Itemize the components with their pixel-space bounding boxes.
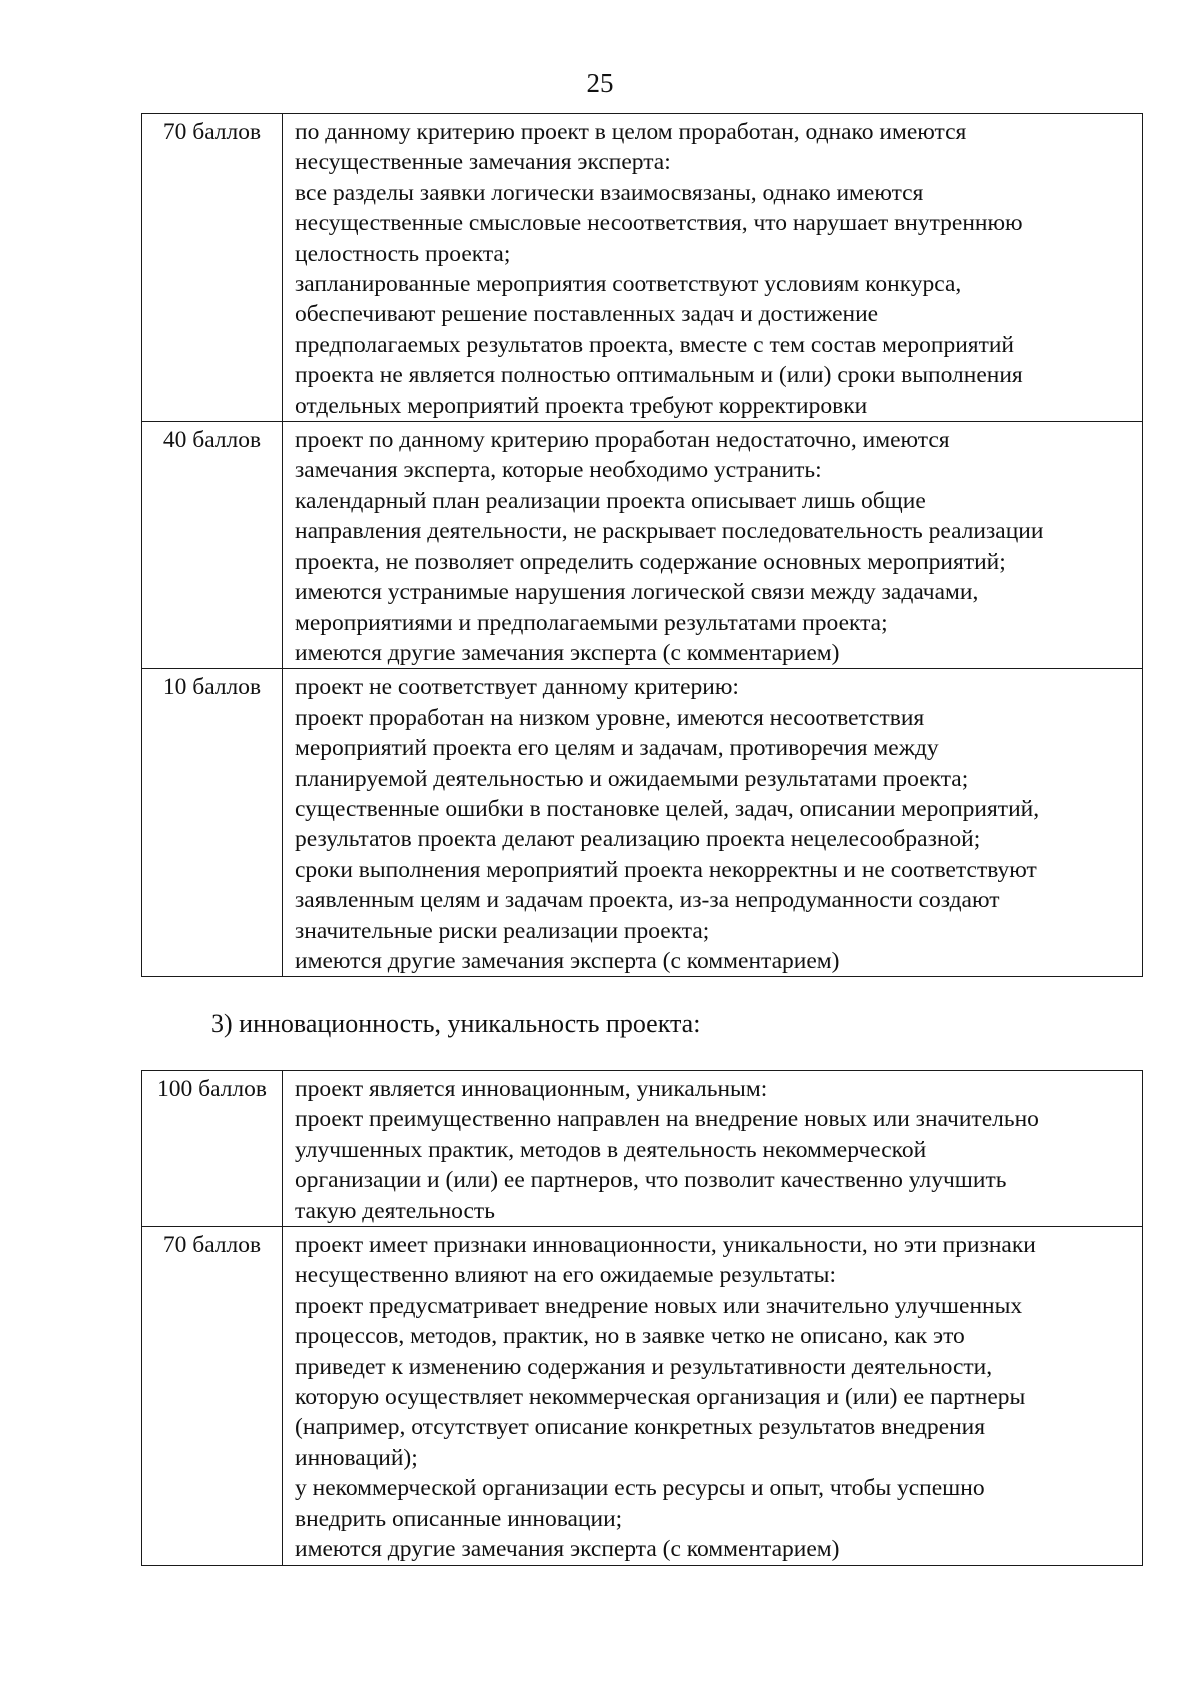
description-line: существенные ошибки в постановке целей, задач, описании мероприятий, [295, 795, 1040, 822]
description-line: проекта, не позволяет определить содержание основных мероприятий; [295, 548, 1006, 575]
description-line: приведет к изменению содержания и результативности деятельности, [295, 1353, 993, 1380]
description-line: организации и (или) ее партнеров, что позволит качественно улучшить [295, 1167, 1007, 1194]
criteria-row [142, 669, 1143, 977]
criteria-row [142, 422, 1143, 669]
description-line: по данному критерию проект в целом проработан, однако имеются [295, 119, 967, 145]
section-heading-innovation: 3) инновационность, уникальность проекта: [211, 1009, 701, 1038]
description-line: несущественно влияют на его ожидаемые результаты: [295, 1262, 836, 1289]
description-line: проект по данному критерию проработан недостаточно, имеются [295, 427, 950, 454]
description-cell [283, 422, 1143, 669]
description-line: заявленным целям и задачам проекта, из-за непродуманности создают [295, 887, 1000, 914]
criteria-table-body [142, 114, 1143, 977]
description-line: предполагаемых результатов проекта, вместе с тем состав мероприятий [295, 331, 1015, 358]
description-line: имеются устранимые нарушения логической связи между задачами, [295, 579, 979, 606]
criteria-row [142, 1227, 1143, 1565]
description-line: сроки выполнения мероприятий проекта некорректны и не соответствуют [295, 856, 1037, 883]
description-line: проект преимущественно направлен на внедрение новых или значительно [295, 1106, 1039, 1133]
description-line: проект имеет признаки инновационности, уникальности, но эти признаки [295, 1232, 1036, 1259]
description-line: запланированные мероприятия соответствуют условиям конкурса, [295, 271, 962, 298]
description-line: инноваций); [295, 1444, 418, 1471]
score-cell: 70 баллов [142, 114, 283, 422]
criteria-row [142, 1071, 1143, 1227]
description-line: улучшенных практик, методов в деятельность некоммерческой [295, 1136, 927, 1163]
description-line: целостность проекта; [295, 240, 511, 267]
page-number: 25 [586, 68, 614, 98]
description-line: внедрить описанные инновации; [295, 1505, 623, 1532]
description-cell [283, 1227, 1143, 1565]
description-line: результатов проекта делают реализацию проекта нецелесообразной; [295, 826, 981, 853]
description-line: мероприятий проекта его целям и задачам, противоречия между [295, 735, 939, 762]
description-line: несущественные смысловые несоответствия, что нарушает внутреннюю [295, 210, 1023, 237]
description-line: отдельных мероприятий проекта требуют корректировки [295, 392, 868, 419]
description-cell [283, 1071, 1143, 1227]
description-line: все разделы заявки логически взаимосвязаны, однако имеются [295, 179, 924, 206]
description-line: проекта не является полностью оптимальным и (или) сроки выполнения [295, 362, 1023, 389]
score-cell: 70 баллов [142, 1227, 283, 1565]
description-line: у некоммерческой организации есть ресурсы и опыт, чтобы успешно [295, 1475, 985, 1502]
description-line: проект не соответствует данному критерию: [295, 674, 739, 701]
description-line: несущественные замечания эксперта: [295, 149, 671, 176]
criteria-row [142, 114, 1143, 422]
description-line: мероприятиями и предполагаемыми результатами проекта; [295, 609, 888, 636]
description-cell [283, 114, 1143, 422]
criteria-table-continued [141, 113, 1143, 977]
description-line: замечания эксперта, которые необходимо устранить: [295, 457, 822, 484]
description-line: такую деятельность [295, 1197, 495, 1224]
description-cell [283, 669, 1143, 977]
score-cell: 100 баллов [142, 1071, 283, 1227]
score-cell: 10 баллов [142, 669, 283, 977]
description-line: имеются другие замечания эксперта (с комментарием) [295, 639, 840, 666]
description-line: которую осуществляет некоммерческая организация и (или) ее партнеры [295, 1384, 1026, 1411]
description-line: значительные риски реализации проекта; [295, 917, 710, 944]
score-cell: 40 баллов [142, 422, 283, 669]
description-line: проект проработан на низком уровне, имеются несоответствия [295, 704, 925, 731]
description-line: календарный план реализации проекта описывает лишь общие [295, 487, 926, 514]
criteria-table-body [142, 1071, 1143, 1566]
description-line: направления деятельности, не раскрывает последовательность реализации [295, 518, 1044, 545]
description-line: процессов, методов, практик, но в заявке четко не описано, как это [295, 1323, 965, 1350]
description-line: имеются другие замечания эксперта (с комментарием) [295, 1536, 840, 1563]
description-line: планируемой деятельностью и ожидаемыми результатами проекта; [295, 765, 969, 792]
description-line: проект предусматривает внедрение новых или значительно улучшенных [295, 1292, 1023, 1319]
description-line: имеются другие замечания эксперта (с комментарием) [295, 947, 840, 974]
description-line: проект является инновационным, уникальным: [295, 1076, 768, 1102]
criteria-table-innovation [141, 1070, 1143, 1566]
description-line: (например, отсутствует описание конкретных результатов внедрения [295, 1414, 986, 1441]
description-line: обеспечивают решение поставленных задач и достижение [295, 301, 879, 328]
